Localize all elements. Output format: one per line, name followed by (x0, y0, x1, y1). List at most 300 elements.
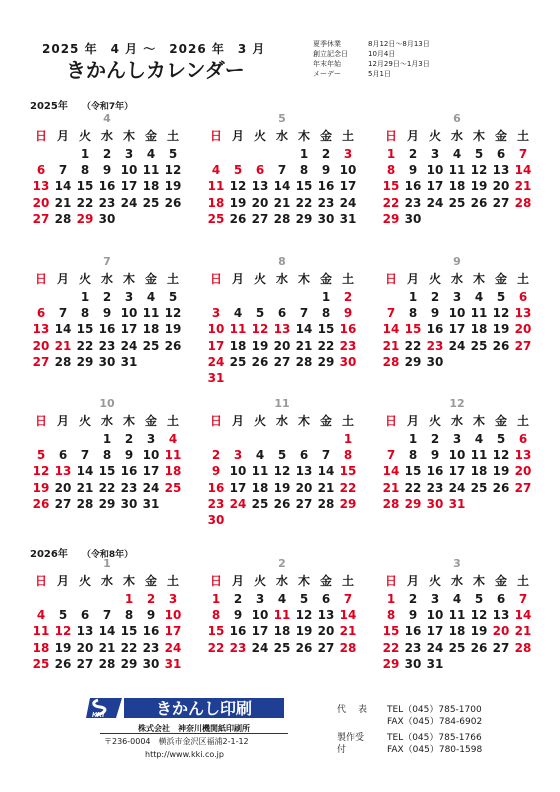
day-cell: 12 (273, 464, 291, 479)
day-cell: 29 (295, 211, 313, 226)
day-cell: 14 (514, 163, 532, 178)
holiday-row (313, 69, 430, 79)
day-cell: 27 (32, 354, 50, 369)
day-cell: 4 (233, 306, 243, 321)
day-cell: 22 (76, 195, 94, 210)
day-cell: 20 (514, 464, 532, 479)
day-cell: 2 (430, 290, 440, 304)
day-cell: 3 (211, 306, 221, 321)
company-name: 株式会社 神奈川機関紙印刷所 (138, 724, 250, 733)
day-cell: 10 (251, 608, 269, 623)
day-cell: 16 (120, 464, 138, 479)
day-cell: 26 (295, 640, 313, 655)
weekday-label: 水 (275, 414, 288, 428)
day-cell: 28 (317, 496, 335, 511)
day-cell: 13 (492, 608, 510, 623)
day-cell: 1 (408, 432, 418, 446)
contact-main (337, 704, 482, 728)
weekday-label: 月 (56, 272, 69, 286)
day-cell: 30 (207, 513, 225, 527)
month-number: 6 (453, 112, 461, 125)
day-cell: 27 (492, 640, 510, 655)
day-cell: 20 (295, 480, 313, 495)
day-cell: 27 (317, 640, 335, 655)
day-cell: 22 (295, 195, 313, 210)
day-cell: 14 (54, 179, 72, 194)
day-cell: 10 (339, 163, 357, 178)
day-cell: 10 (426, 163, 444, 178)
day-cell: 17 (229, 480, 247, 495)
weekday-label: 土 (341, 272, 354, 286)
year-label: 2025年 (30, 101, 68, 112)
day-cell: 14 (382, 464, 400, 479)
day-cell: 2 (233, 592, 243, 606)
day-cell: 23 (229, 640, 247, 655)
month-1 (30, 557, 184, 687)
day-cell: 2 (321, 147, 331, 161)
weekday-label: 土 (341, 414, 354, 428)
weekday-label: 土 (166, 574, 179, 588)
day-cell: 24 (426, 640, 444, 655)
calendar-period: 2025 年 4 月 ～ 2026 年 3 月 (42, 42, 266, 56)
day-cell: 15 (207, 624, 225, 639)
day-cell: 10 (448, 448, 466, 463)
weekday-label: 水 (450, 414, 463, 428)
day-cell: 18 (273, 624, 291, 639)
day-cell: 31 (448, 496, 466, 511)
day-cell: 30 (317, 211, 335, 226)
day-cell: 8 (102, 448, 112, 463)
day-cell: 18 (164, 464, 182, 479)
day-cell: 16 (404, 179, 422, 194)
weekday-label: 月 (56, 129, 69, 143)
day-cell: 31 (426, 656, 444, 671)
day-cell: 20 (317, 624, 335, 639)
day-cell: 24 (164, 640, 182, 655)
day-cell: 3 (124, 147, 134, 161)
weekday-label: 火 (428, 414, 441, 428)
day-cell: 9 (430, 448, 440, 463)
weekday-header (30, 573, 184, 589)
weekday-label: 金 (144, 129, 157, 143)
day-cell: 30 (120, 496, 138, 511)
day-cell: 25 (229, 354, 247, 369)
weekday-label: 日 (34, 574, 47, 588)
day-cell: 15 (382, 624, 400, 639)
day-cell: 11 (273, 608, 291, 623)
day-cell: 14 (317, 464, 335, 479)
day-cell: 20 (32, 338, 50, 353)
day-cell: 3 (255, 592, 265, 606)
company-url[interactable]: http://www.kki.co.jp (145, 750, 224, 759)
day-cell: 8 (386, 163, 396, 178)
day-cell: 22 (317, 338, 335, 353)
day-cell: 12 (229, 179, 247, 194)
day-cell: 2 (430, 432, 440, 446)
day-cell: 5 (496, 290, 506, 304)
day-cell: 7 (80, 448, 90, 463)
era-label: （令和8年） (81, 550, 134, 560)
phone-number: TEL（045）785-1700 (387, 705, 482, 715)
month-number: 12 (449, 397, 465, 410)
day-cell: 17 (207, 338, 225, 353)
day-cell: 25 (142, 338, 160, 353)
day-cell: 2 (408, 592, 418, 606)
day-cell: 28 (54, 211, 72, 226)
weekday-label: 土 (516, 574, 529, 588)
weekday-label: 月 (406, 574, 419, 588)
day-cell: 21 (514, 624, 532, 639)
weekday-label: 水 (100, 414, 113, 428)
weekday-label: 水 (275, 272, 288, 286)
day-cell: 27 (492, 195, 510, 210)
holiday-date: 5月1日 (368, 70, 391, 78)
day-cell: 9 (408, 163, 418, 178)
fax-number: FAX（045）780-1598 (387, 745, 483, 755)
day-cell: 23 (426, 480, 444, 495)
day-cell: 28 (295, 354, 313, 369)
day-cell: 12 (470, 163, 488, 178)
weekday-label: 土 (166, 129, 179, 143)
day-cell: 10 (120, 163, 138, 178)
day-cell: 31 (207, 371, 225, 385)
weekday-label: 火 (253, 129, 266, 143)
day-cell: 1 (408, 290, 418, 304)
weekday-label: 月 (406, 414, 419, 428)
day-cell: 3 (233, 448, 243, 463)
holiday-row (313, 59, 430, 69)
day-cell: 9 (321, 163, 331, 178)
day-cell: 27 (514, 338, 532, 353)
day-cell: 4 (474, 432, 484, 446)
contact-label: 製作受付 (337, 733, 365, 755)
day-cell: 29 (339, 496, 357, 511)
weekday-label: 日 (384, 574, 397, 588)
day-cell: 26 (492, 480, 510, 495)
day-cell: 25 (448, 195, 466, 210)
day-cell: 2 (124, 432, 134, 446)
day-cell: 13 (492, 163, 510, 178)
day-cell: 3 (343, 147, 353, 161)
day-cell: 21 (295, 338, 313, 353)
day-cell: 6 (518, 432, 528, 446)
day-cell: 14 (382, 322, 400, 337)
day-cell: 17 (448, 464, 466, 479)
day-cell: 6 (299, 448, 309, 463)
day-cell: 8 (343, 448, 353, 463)
weekday-label: 火 (428, 574, 441, 588)
day-cell: 15 (382, 179, 400, 194)
month-number: 8 (278, 255, 286, 268)
year-label: 2026年 (30, 549, 68, 560)
day-cell: 10 (448, 306, 466, 321)
day-cell: 5 (299, 592, 309, 606)
weekday-label: 木 (297, 272, 310, 286)
day-cell: 20 (54, 480, 72, 495)
day-cell: 9 (102, 306, 112, 321)
day-cell: 13 (317, 608, 335, 623)
day-cell: 2 (146, 592, 156, 606)
day-cell: 28 (514, 640, 532, 655)
day-cell: 16 (229, 624, 247, 639)
weekday-label: 水 (100, 574, 113, 588)
day-cell: 19 (164, 179, 182, 194)
weekday-label: 日 (34, 129, 47, 143)
day-cell: 29 (120, 656, 138, 671)
logo-mark-text: KKI (92, 712, 105, 719)
day-cell: 23 (404, 640, 422, 655)
day-cell: 28 (382, 354, 400, 369)
day-cell: 16 (142, 624, 160, 639)
day-cell: 1 (321, 290, 331, 304)
day-cell: 23 (317, 195, 335, 210)
day-cell: 11 (207, 179, 225, 194)
day-cell: 18 (207, 195, 225, 210)
day-cell: 25 (207, 211, 225, 226)
day-cell: 15 (404, 322, 422, 337)
day-cell: 12 (251, 322, 269, 337)
day-cell: 20 (76, 640, 94, 655)
day-cell: 3 (452, 432, 462, 446)
day-cell: 16 (98, 179, 116, 194)
day-cell: 7 (102, 608, 112, 623)
day-cell: 28 (339, 640, 357, 655)
calendar-title: きかんしカレンダー (66, 58, 245, 82)
day-cell: 11 (470, 306, 488, 321)
day-cell: 27 (32, 211, 50, 226)
weekday-label: 木 (122, 272, 135, 286)
weekday-label: 日 (209, 414, 222, 428)
weekday-label: 木 (472, 129, 485, 143)
day-cell: 7 (386, 448, 396, 463)
day-cell: 3 (146, 432, 156, 446)
day-cell: 26 (470, 195, 488, 210)
day-cell: 23 (404, 195, 422, 210)
day-cell: 24 (426, 195, 444, 210)
day-cell: 1 (102, 432, 112, 446)
weekday-label: 金 (319, 414, 332, 428)
weekday-label: 日 (384, 414, 397, 428)
day-cell: 26 (273, 496, 291, 511)
day-cell: 6 (80, 608, 90, 623)
day-cell: 22 (98, 480, 116, 495)
day-cell: 2 (343, 290, 353, 304)
day-cell: 8 (299, 163, 309, 178)
day-cell: 8 (80, 163, 90, 178)
weekday-label: 水 (450, 272, 463, 286)
day-cell: 25 (164, 480, 182, 495)
day-cell: 24 (120, 195, 138, 210)
month-8 (205, 255, 359, 385)
weekday-label: 日 (34, 414, 47, 428)
day-cell: 17 (251, 624, 269, 639)
day-cell: 15 (295, 179, 313, 194)
day-cell: 14 (76, 464, 94, 479)
day-cell: 31 (339, 211, 357, 226)
day-cell: 4 (255, 448, 265, 463)
weekday-label: 月 (406, 272, 419, 286)
day-cell: 28 (98, 656, 116, 671)
weekday-label: 月 (231, 129, 244, 143)
company-holidays (313, 39, 430, 79)
day-cell: 20 (492, 624, 510, 639)
company-logo (86, 696, 286, 720)
day-cell: 2 (408, 147, 418, 161)
day-cell: 11 (164, 448, 182, 463)
day-cell: 29 (317, 354, 335, 369)
day-cell: 24 (251, 640, 269, 655)
day-cell: 30 (98, 354, 116, 369)
day-cell: 15 (98, 464, 116, 479)
weekday-label: 月 (231, 272, 244, 286)
weekday-label: 火 (78, 272, 91, 286)
day-cell: 13 (251, 179, 269, 194)
day-cell: 20 (32, 195, 50, 210)
weekday-label: 月 (231, 414, 244, 428)
weekday-label: 土 (516, 129, 529, 143)
day-cell: 30 (142, 656, 160, 671)
day-cell: 4 (211, 163, 221, 178)
day-cell: 28 (76, 496, 94, 511)
day-cell: 12 (32, 464, 50, 479)
month-3 (380, 557, 534, 687)
day-cell: 12 (492, 448, 510, 463)
day-cell: 3 (430, 147, 440, 161)
day-cell: 11 (448, 608, 466, 623)
weekday-header (205, 573, 359, 589)
month-number: 9 (453, 255, 461, 268)
day-cell: 26 (492, 338, 510, 353)
phone-number: TEL（045）785-1766 (387, 733, 482, 743)
holiday-name: 創立記念日 (313, 50, 348, 58)
day-cell: 4 (452, 592, 462, 606)
day-cell: 10 (142, 448, 160, 463)
day-cell: 22 (207, 640, 225, 655)
day-cell: 28 (273, 211, 291, 226)
day-cell: 7 (343, 592, 353, 606)
day-cell: 10 (120, 306, 138, 321)
day-cell: 26 (470, 640, 488, 655)
day-cell: 7 (277, 163, 287, 178)
weekday-label: 土 (516, 414, 529, 428)
day-cell: 5 (277, 448, 287, 463)
day-cell: 7 (299, 306, 309, 321)
day-cell: 26 (164, 338, 182, 353)
holiday-date: 12月29日～1月3日 (368, 60, 430, 68)
day-cell: 12 (492, 306, 510, 321)
day-cell: 4 (168, 432, 178, 446)
day-cell: 1 (386, 147, 396, 161)
day-cell: 6 (321, 592, 331, 606)
day-cell: 13 (54, 464, 72, 479)
day-cell: 10 (426, 608, 444, 623)
day-cell: 30 (404, 656, 422, 671)
day-cell: 19 (295, 624, 313, 639)
day-cell: 30 (426, 496, 444, 511)
day-cell: 29 (404, 354, 422, 369)
month-10 (30, 397, 184, 527)
day-cell: 26 (251, 354, 269, 369)
day-cell: 31 (120, 354, 138, 369)
day-cell: 11 (470, 448, 488, 463)
day-cell: 4 (277, 592, 287, 606)
weekday-label: 火 (253, 272, 266, 286)
day-cell: 6 (496, 592, 506, 606)
contact-info (337, 704, 482, 760)
weekday-label: 土 (516, 272, 529, 286)
day-cell: 31 (142, 496, 160, 511)
day-cell: 26 (32, 496, 50, 511)
logo-text: きかんし印刷 (155, 699, 253, 718)
day-cell: 16 (317, 179, 335, 194)
weekday-label: 土 (341, 574, 354, 588)
day-cell: 21 (382, 480, 400, 495)
day-cell: 26 (164, 195, 182, 210)
day-cell: 22 (382, 195, 400, 210)
day-cell: 16 (404, 624, 422, 639)
weekday-label: 火 (253, 574, 266, 588)
day-cell: 29 (98, 496, 116, 511)
day-cell: 7 (58, 163, 68, 178)
day-cell: 15 (76, 322, 94, 337)
day-cell: 30 (426, 354, 444, 369)
day-cell: 18 (229, 338, 247, 353)
day-cell: 19 (164, 322, 182, 337)
day-cell: 31 (164, 656, 182, 671)
weekday-label: 日 (209, 574, 222, 588)
weekday-label: 火 (78, 574, 91, 588)
day-cell: 22 (382, 640, 400, 655)
day-cell: 20 (251, 195, 269, 210)
day-cell: 24 (448, 338, 466, 353)
day-cell: 16 (339, 322, 357, 337)
weekday-label: 日 (384, 272, 397, 286)
day-cell: 24 (229, 496, 247, 511)
day-cell: 5 (168, 147, 178, 161)
day-cell: 3 (430, 592, 440, 606)
day-cell: 29 (382, 656, 400, 671)
weekday-header (380, 271, 534, 287)
day-cell: 25 (142, 195, 160, 210)
day-cell: 11 (229, 322, 247, 337)
day-cell: 21 (54, 195, 72, 210)
day-cell: 24 (142, 480, 160, 495)
fax-number: FAX（045）784-6902 (387, 717, 483, 727)
day-cell: 17 (448, 322, 466, 337)
weekday-label: 金 (319, 272, 332, 286)
month-6 (380, 112, 534, 242)
day-cell: 11 (251, 464, 269, 479)
day-cell: 5 (255, 306, 265, 321)
day-cell: 19 (32, 480, 50, 495)
weekday-label: 火 (253, 414, 266, 428)
day-cell: 17 (142, 464, 160, 479)
weekday-label: 火 (428, 272, 441, 286)
day-cell: 9 (124, 448, 134, 463)
day-cell: 11 (142, 306, 160, 321)
weekday-header (380, 573, 534, 589)
day-cell: 5 (496, 432, 506, 446)
day-cell: 20 (514, 322, 532, 337)
month-9 (380, 255, 534, 385)
weekday-label: 木 (472, 574, 485, 588)
day-cell: 18 (448, 624, 466, 639)
weekday-label: 火 (78, 129, 91, 143)
holiday-name: 夏季休業 (313, 40, 341, 48)
day-cell: 6 (36, 306, 46, 321)
month-number: 2 (278, 557, 286, 570)
day-cell: 1 (80, 290, 90, 304)
